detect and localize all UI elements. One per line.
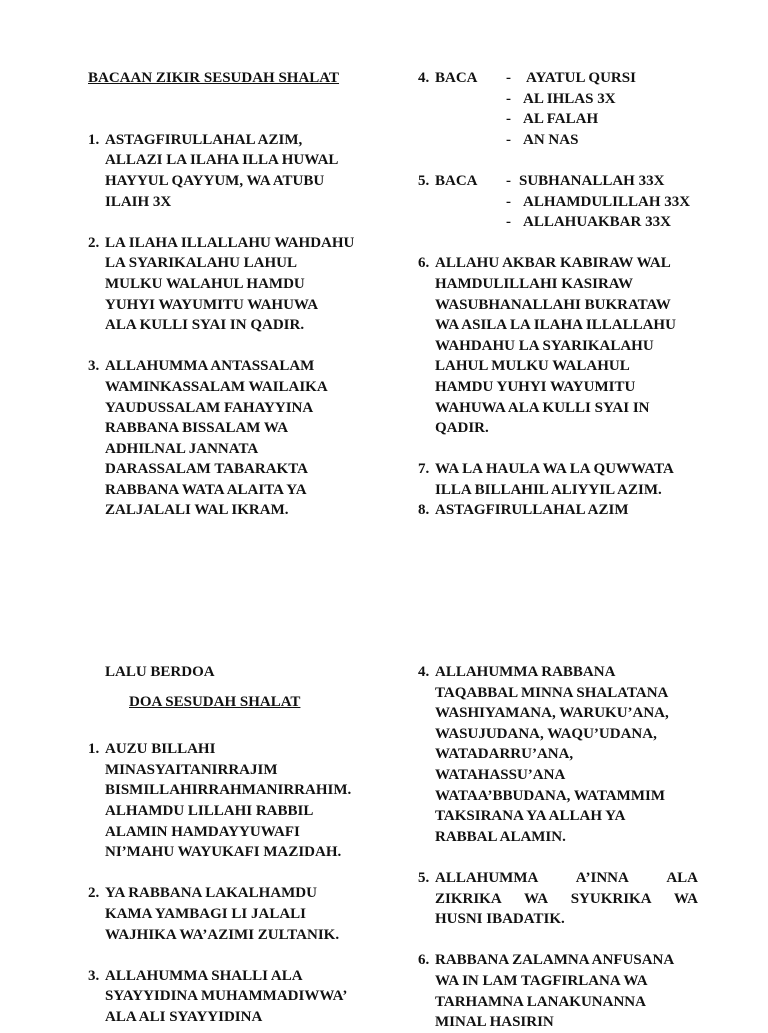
item-line: WA ASILA LA ILAHA ILLALLAHU xyxy=(435,317,676,334)
item-line: NI’MAHU WAYUKAFI MAZIDAH. xyxy=(105,844,342,861)
bottom-left-column xyxy=(88,662,388,1028)
item-line: WAMINKASSALAM WAILAIKA xyxy=(105,378,328,395)
item-label: BACA xyxy=(435,172,478,189)
item-line: ZIKRIKA WA SYUKRIKA WA xyxy=(435,890,698,907)
entry-text: AL FALAH xyxy=(523,111,599,128)
baca-entry xyxy=(506,171,690,192)
item-line: ASTAGFIRULLAHAL AZIM, xyxy=(105,131,303,148)
item-line: WATAHASSU’ANA xyxy=(435,766,566,783)
item-line: HUSNI IBADATIK. xyxy=(435,911,565,928)
list-item-1 xyxy=(88,130,388,212)
item-text xyxy=(105,356,388,521)
item-line: YAUDUSSALAM FAHAYYINA xyxy=(105,399,314,416)
list-item-2 xyxy=(88,883,388,945)
spacer xyxy=(88,212,388,233)
item-number: 4. xyxy=(418,70,430,86)
item-number: 2. xyxy=(88,885,100,902)
item-text xyxy=(435,500,708,521)
item-line: WATADARRU’ANA, xyxy=(435,746,574,763)
dash-marker: - xyxy=(506,131,511,148)
item-line: ILLA BILLAHIL ALIYYIL AZIM. xyxy=(435,481,662,498)
item-number: 1. xyxy=(88,741,100,758)
doa-list xyxy=(88,739,388,1027)
entry-text: SUBHANALLAH 33X xyxy=(519,172,665,189)
item-number: 8. xyxy=(418,502,430,519)
list-item-7 xyxy=(418,459,708,500)
list-item-3 xyxy=(88,966,388,1028)
top-right-column xyxy=(418,68,708,521)
item-number: 2. xyxy=(88,234,100,251)
item-number: 6. xyxy=(418,952,430,969)
item-line: WAJHIKA WA’AZIMI ZULTANIK. xyxy=(105,926,340,943)
zikir-heading: BACAAN ZIKIR SESUDAH SHALAT xyxy=(88,70,340,86)
item-line: RABBANA WATA ALAITA YA xyxy=(105,481,307,498)
item-number: 1. xyxy=(88,131,100,148)
spacer xyxy=(88,336,388,357)
item-line: YUHYI WAYUMITU WAHUWA xyxy=(105,296,319,313)
item-line: ALLAZI LA ILAHA ILLA HUWAL xyxy=(105,152,339,169)
item-text xyxy=(435,950,698,1032)
item-line: WATAA’BBUDANA, WATAMMIM xyxy=(435,787,665,804)
item-line: WASUJUDANA, WAQU’UDANA, xyxy=(435,725,657,742)
item-line: LA SYARIKALAHU LAHUL xyxy=(105,255,297,272)
item-line: WASHIYAMANA, WARUKU’ANA, xyxy=(435,705,669,722)
item-line: ALLAHUMMA A’INNA ALA xyxy=(435,869,698,886)
item-line: TAKSIRANA YA ALLAH YA xyxy=(435,808,626,825)
dash-marker: - xyxy=(506,111,511,128)
item-number: 5. xyxy=(418,172,430,189)
item-line: RABBANA BISSALAM WA xyxy=(105,420,289,437)
item-line: KAMA YAMBAGI LI JALALI xyxy=(105,905,306,922)
item-line: ADHILNAL JANNATA xyxy=(105,440,259,457)
item-line: WAHDAHU LA SYARIKALAHU xyxy=(435,337,654,354)
item-line: ALLAHUMMA RABBANA xyxy=(435,664,616,680)
item-line: QADIR. xyxy=(435,420,489,437)
item-number: 3. xyxy=(88,967,100,984)
entry-text: ALLAHUAKBAR 33X xyxy=(523,214,671,231)
item-line: RABBANA ZALAMNA ANFUSANA xyxy=(435,952,675,969)
item-line: TARHAMNA LANAKUNANNA xyxy=(435,993,646,1010)
item-text xyxy=(105,739,388,863)
spacer xyxy=(88,945,388,966)
item-line: MINAL HASIRIN xyxy=(435,1014,554,1031)
list-item-5 xyxy=(418,868,698,930)
item-line: BISMILLAHIRRAHMANIRRAHIM. xyxy=(105,782,352,799)
dash-marker: - xyxy=(506,214,511,231)
item-number: 7. xyxy=(418,461,430,478)
item-line: ALAMIN HAMDAYYUWAFI xyxy=(105,823,300,840)
zikir-list xyxy=(88,130,388,521)
item-line: WAHUWA ALA KULLI SYAI IN xyxy=(435,399,650,416)
item-line: LAHUL MULKU WALAHUL xyxy=(435,358,630,375)
dash-marker: - xyxy=(506,90,511,107)
item-line: RABBAL ALAMIN. xyxy=(435,828,566,845)
list-item-3 xyxy=(88,356,388,521)
item-text xyxy=(435,253,708,438)
list-item-1 xyxy=(88,739,388,863)
zikir-list-continued xyxy=(418,253,708,521)
entry-text: AN NAS xyxy=(523,131,579,148)
item-line: MULKU WALAHUL HAMDU xyxy=(105,275,305,292)
item-line: WA IN LAM TAGFIRLANA WA xyxy=(435,972,648,989)
item-number: 3. xyxy=(88,358,100,375)
bottom-right-column xyxy=(418,662,698,1033)
dash-marker: - xyxy=(506,172,511,189)
item-line: ZALJALALI WAL IKRAM. xyxy=(105,502,289,519)
baca-entries xyxy=(506,171,690,233)
list-item-2 xyxy=(88,233,388,336)
baca-entry xyxy=(506,68,636,89)
baca-entry xyxy=(506,89,636,110)
item-text xyxy=(105,130,388,212)
baca-entry xyxy=(506,192,690,213)
list-item-4 xyxy=(418,662,698,847)
item-line: ALLAHUMMA SHALLI ALA xyxy=(105,967,303,984)
entry-text: AL IHLAS 3X xyxy=(523,90,616,107)
item-line: WASUBHANALLAHI BUKRATAW xyxy=(435,296,671,313)
intro-text: LALU BERDOA xyxy=(105,664,215,680)
item-line: ASTAGFIRULLAHAL AZIM xyxy=(435,502,629,519)
item-line: ALA ALI SYAYYIDINA xyxy=(105,1008,263,1025)
item-line: YA RABBANA LAKALHAMDU xyxy=(105,885,317,902)
item-line: MINASYAITANIRRAJIM xyxy=(105,761,278,778)
item-line: HAMDULILLAHI KASIRAW xyxy=(435,275,633,292)
baca-entry xyxy=(506,109,636,130)
item-line: AUZU BILLAHI xyxy=(105,741,216,758)
baca-entries xyxy=(506,68,636,150)
item-line: ILAIH 3X xyxy=(105,193,172,210)
doa-heading: DOA SESUDAH SHALAT xyxy=(129,693,301,710)
entry-text: AYATUL QURSI xyxy=(526,70,636,86)
item-label: BACA xyxy=(435,70,478,86)
spacer xyxy=(418,847,698,868)
item-line: LA ILAHA ILLALLAHU WAHDAHU xyxy=(105,234,355,251)
item-text xyxy=(435,662,698,847)
item-number: 6. xyxy=(418,255,430,272)
entry-text: ALHAMDULILLAH 33X xyxy=(523,193,691,210)
dash-marker: - xyxy=(506,193,511,210)
list-item-4 xyxy=(418,68,708,150)
item-line: SYAYYIDINA MUHAMMADIWWA’ xyxy=(105,988,348,1005)
list-item-5 xyxy=(418,171,708,233)
item-number: 4. xyxy=(418,664,430,680)
dash-marker: - xyxy=(506,70,511,86)
item-number: 5. xyxy=(418,869,430,886)
item-text xyxy=(105,233,388,336)
list-item-6 xyxy=(418,950,698,1032)
item-line: ALHAMDU LILLAHI RABBIL xyxy=(105,802,314,819)
baca-entry xyxy=(506,212,690,233)
item-line: WA LA HAULA WA LA QUWWATA xyxy=(435,461,674,478)
item-line: HAMDU YUHYI WAYUMITU xyxy=(435,378,636,395)
item-text xyxy=(105,966,388,1028)
item-line: TAQABBAL MINNA SHALATANA xyxy=(435,684,669,701)
item-line: ALLAHU AKBAR KABIRAW WAL xyxy=(435,255,671,272)
spacer xyxy=(418,439,708,460)
item-line: DARASSALAM TABARAKTA xyxy=(105,461,308,478)
item-text xyxy=(435,459,708,500)
list-item-6 xyxy=(418,253,708,438)
spacer xyxy=(418,930,698,951)
spacer xyxy=(88,863,388,884)
baca-entry xyxy=(506,130,636,151)
item-text xyxy=(105,883,388,945)
doa-list-continued xyxy=(418,662,698,1033)
list-item-8 xyxy=(418,500,708,521)
top-left-column xyxy=(88,68,388,521)
item-text xyxy=(435,868,698,930)
item-line: HAYYUL QAYYUM, WA ATUBU xyxy=(105,172,325,189)
item-line: ALLAHUMMA ANTASSALAM xyxy=(105,358,315,375)
item-line: ALA KULLI SYAI IN QADIR. xyxy=(105,317,305,334)
